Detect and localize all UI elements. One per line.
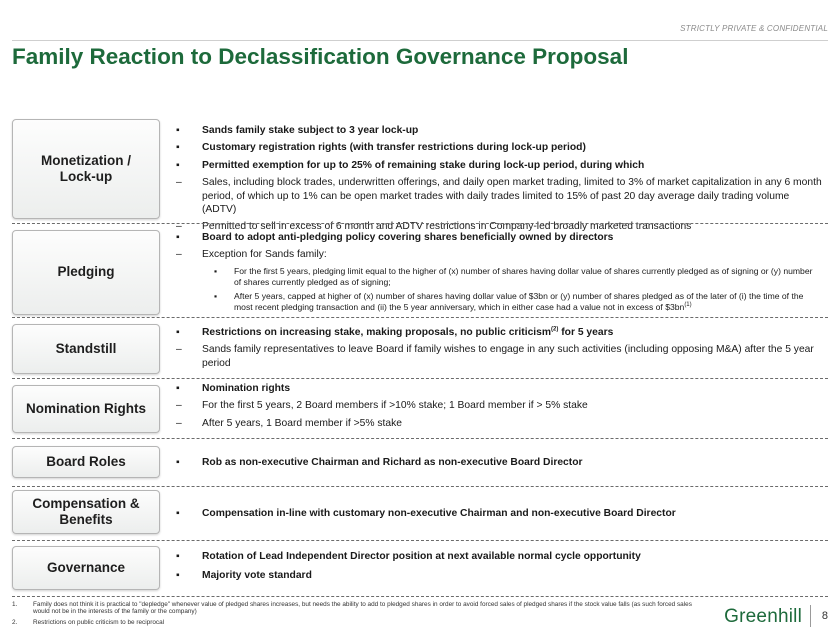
section-label-nomination-rights: Nomination Rights: [12, 385, 160, 433]
section-content-nomination-rights: [174, 382, 822, 434]
footnote: 1. Family does not think it is practical to "depledge" whenever value of pledged shares increases, but needs the ability to add to pledged shares in order to avoid forced sales of pledged shares if the stock value falls (as such forced sales would not be in the interests of the family or the company): [12, 601, 692, 616]
list-item: – Sands family representatives to leave Board if family wishes to engage in any such activities (including opposing M&A) after the 5 year period: [176, 344, 814, 369]
section-board-roles: [12, 439, 828, 487]
page-title: Family Reaction to Declassification Governance Proposal: [12, 44, 629, 69]
list-item: ▪ After 5 years, capped at higher of (x) number of shares having dollar value of $3bn or (y) number of shares pledged as of the later of (i) the time of the most recent pledging transaction and (ii) the 5 year anniversary, which in either case had a value not in excess of $\$3bn^{(1)}$: [214, 291, 804, 313]
list-item: ▪ Sands family stake subject to 3 year lock-up: [176, 125, 419, 136]
list-item: ▪ Board to adopt anti-pledging policy covering shares beneficially owned by directors: [176, 232, 614, 243]
section-monetization: [12, 114, 828, 233]
list-item: ▪ Compensation in-line with customary non-executive Chairman and non-executive Board Director: [176, 508, 676, 519]
section-label-standstill: Standstill: [12, 324, 160, 374]
section-label-compensation: Compensation & Benefits: [12, 490, 160, 534]
section-content-monetization: [174, 124, 822, 238]
section-content-board-roles: [174, 456, 822, 473]
list-item: ▪ Rob as non-executive Chairman and Richard as non-executive Board Director: [176, 457, 583, 468]
section-governance: [12, 541, 828, 597]
list-item: ▪ Nomination rights: [176, 383, 291, 394]
section-label-monetization: Monetization / Lock-up: [12, 119, 160, 219]
section-compensation: [12, 487, 828, 541]
title-divider: [12, 40, 828, 41]
brand-logo: Greenhill: [724, 606, 802, 627]
footer-divider: [810, 605, 811, 627]
section-content-compensation: [174, 507, 822, 524]
section-label-pledging: Pledging: [12, 230, 160, 315]
list-item: – After 5 years, 1 Board member if >5% stake: [176, 417, 403, 429]
confidentiality-label: STRICTLY PRIVATE & CONFIDENTIAL: [680, 24, 828, 33]
list-item: ▪ Majority vote standard: [176, 570, 312, 582]
list-item: ▪ Rotation of Lead Independent Director position at next available normal cycle opportunity: [176, 551, 641, 562]
list-item: ▪ For the first 5 years, pledging limit equal to the higher of (x) number of shares having dollar value of shares currently pledged as of signing or (y) number of shares currently pledged as of signing;: [214, 265, 813, 287]
list-item: – Sales, including block trades, underwritten offerings, and daily open market trading, limited to 3% of market capitalization in any 6 month period, of which up to 1% can be open market trades with daily trades limited to 15% of past 20 day average daily trading volume (ADTV): [176, 177, 822, 215]
section-label-board-roles: Board Roles: [12, 446, 160, 478]
section-pledging: [12, 224, 828, 318]
list-item: ▪ Customary registration rights (with transfer restrictions during lock-up period): [176, 142, 586, 154]
section-content-pledging: [174, 231, 822, 316]
list-item: – Permitted to sell in excess of 6 month and ADTV restrictions in Company-led broadly marketed transactions: [176, 221, 692, 233]
section-nomination-rights: [12, 379, 828, 439]
section-content-governance: [174, 550, 822, 587]
list-item: ▪ Restrictions on increasing stake, making proposals, no public criticism$^{(2)}$ for 5 years: [176, 326, 614, 338]
section-content-standstill: [174, 326, 822, 374]
section-standstill: [12, 318, 828, 379]
list-item: – Exception for Sands family:: [176, 249, 327, 261]
footnotes: [12, 601, 692, 629]
list-item: – For the first 5 years, 2 Board members if >10% stake; 1 Board member if > 5% stake: [176, 400, 588, 412]
list-item: ▪ Permitted exemption for up to 25% of remaining stake during lock-up period, during which: [176, 159, 645, 171]
footnote: 2. Restrictions on public criticism to be reciprocal: [12, 618, 165, 626]
section-label-governance: Governance: [12, 546, 160, 590]
page-number: 8: [821, 610, 828, 622]
